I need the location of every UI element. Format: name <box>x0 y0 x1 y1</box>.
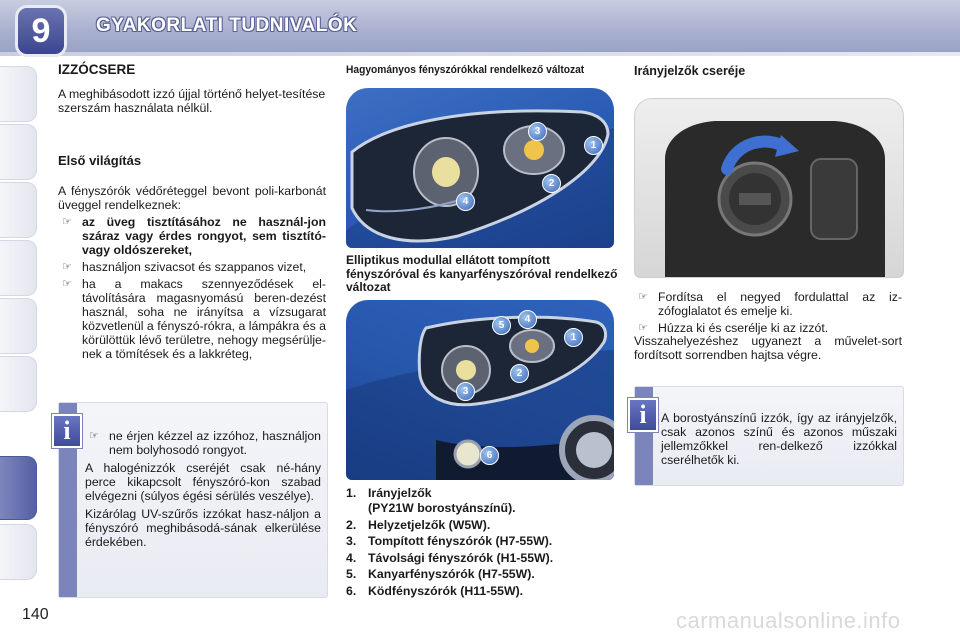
header-divider <box>0 52 960 56</box>
list-item: ☞ Fordítsa el negyed fordulattal az iz-zófoglalatot és emelje ki. <box>638 290 902 318</box>
section-title-bulb-change: IZZÓCSERE <box>58 62 136 77</box>
lens-paragraph: A fényszórók védőréteggel bevont poli-karbonát üveggel rendelkeznek: <box>58 184 326 212</box>
caption-conventional-headlamp: Hagyományos fényszórókkal rendelkező változat <box>346 64 585 76</box>
chapter-tab-3[interactable] <box>0 182 37 238</box>
legend-row: 1. Irányjelzők (PY21W borostyánszínű). <box>346 486 516 515</box>
cleaning-bullets <box>58 215 326 361</box>
bulb-badge-3b: 3 <box>456 382 475 401</box>
pointer-icon: ☞ <box>638 322 648 334</box>
headlamp-photo-conventional <box>346 88 614 248</box>
list-item: ☞ használjon szivacsot és szappanos vizet, <box>62 260 307 274</box>
headlamp-illustration <box>346 88 614 248</box>
headlamp-photo-elliptical <box>346 300 614 480</box>
chapter-tab-4[interactable] <box>0 240 37 296</box>
legend-row: 3. Tompított fényszórók (H7-55W). <box>346 534 553 548</box>
info-box-left <box>58 402 328 598</box>
chapter-tab-5[interactable] <box>0 298 37 354</box>
info-icon: i <box>628 398 658 432</box>
bulb-badge-5: 5 <box>492 316 511 335</box>
indicator-illustration <box>635 99 903 277</box>
indicator-steps <box>634 290 902 338</box>
pointer-icon: ☞ <box>62 278 72 290</box>
list-item: ☞ Húzza ki és cserélje ki az izzót. <box>638 321 829 335</box>
bulb-badge-1: 1 <box>584 136 603 155</box>
chapter-tab-2[interactable] <box>0 124 37 180</box>
legend-row: 5. Kanyarfényszórók (H7-55W). <box>346 567 535 581</box>
reassembly-paragraph: Visszahelyezéshez ugyanezt a művelet-sort fordítsott sorrendben hajtsa végre. <box>634 334 902 362</box>
pointer-icon: ☞ <box>638 291 648 303</box>
legend-row: 4. Távolsági fényszórók (H1-55W). <box>346 550 554 565</box>
amber-bulb-note: A borostyánszínű izzók, így az irányjelzők, csak azonos színű és azonos műszaki jellemzőkkel ren-delkező izzókkal cserélhetők ki. <box>661 411 897 467</box>
uv-filter-note: Kizárólag UV-szűrős izzókat hasz-náljon a fényszóró meghibásodá-sának elkerülése érdekében. <box>85 507 321 549</box>
info-icon: i <box>52 414 82 448</box>
chapter-tab-8[interactable] <box>0 524 37 580</box>
chapter-tab-1[interactable] <box>0 66 37 122</box>
legend-row: 6. Ködfényszórók (H11-55W). <box>346 583 524 598</box>
halogen-warning: A halogénizzók cseréjét csak né-hány perce kikapcsolt fényszóró-kon szabad elvégezni (súlyos égési sérülés veszélye). <box>85 461 321 503</box>
bulb-badge-1b: 1 <box>564 328 583 347</box>
info-box-right <box>634 386 904 486</box>
pointer-icon: ☞ <box>62 261 72 273</box>
bulb-badge-4: 4 <box>456 192 475 211</box>
chapter-title: GYAKORLATI TUDNIVALÓK <box>96 15 358 36</box>
pointer-icon: ☞ <box>89 430 99 442</box>
subsection-title-front-lights: Első világítás <box>58 153 142 168</box>
list-item: ☞ ne érjen kézzel az izzóhoz, használjon nem bolyhosodó rongyot. <box>89 429 321 457</box>
list-item: ☞ az üveg tisztításához ne használ-jon száraz vagy érdes rongyot, sem tisztító- vagy oldószereket, <box>62 215 326 257</box>
intro-paragraph: A meghibásodott izzó újjal történő helyet-tesítése szerszám használata nélkül. <box>58 87 326 115</box>
list-item: ☞ ha a makacs szennyeződések el-távolítására magasnyomású beren-dezést használ, soha ne irányítsa a vízsugarat közvetlenül a fényszó-rókra, a lámpákra és a körülöttük lévő területre, nehogy megsérülje-nek a tömítések és a lakkréteg, <box>62 277 327 361</box>
bulb-badge-4b: 4 <box>518 310 537 329</box>
pointer-icon: ☞ <box>62 216 72 228</box>
caption-elliptical-headlamp: Elliptikus modullal ellátott tompított fényszóróval és kanyarfényszóróval rendelkező változat <box>346 253 618 294</box>
info-box-left-content <box>85 429 321 549</box>
bulb-badge-3: 3 <box>528 122 547 141</box>
bulb-badge-2b: 2 <box>510 364 529 383</box>
bulb-badge-6: 6 <box>480 446 499 465</box>
bulb-legend <box>346 486 626 600</box>
bulb-badge-2: 2 <box>542 174 561 193</box>
chapter-tab-active[interactable] <box>0 456 37 520</box>
watermark: carmanualsonline.info <box>676 608 901 633</box>
left-column <box>58 62 326 364</box>
info-bullets <box>85 429 321 457</box>
chapter-number-badge: 9 <box>18 8 64 54</box>
chapter-tab-strip <box>0 60 42 580</box>
legend-row: 2. Helyzetjelzők (W5W). <box>346 517 491 532</box>
indicator-bulb-photo <box>634 98 904 278</box>
chapter-tab-6[interactable] <box>0 356 37 412</box>
section-title-indicators: Irányjelzők cseréje <box>634 64 746 78</box>
page-number: 140 <box>22 606 49 623</box>
